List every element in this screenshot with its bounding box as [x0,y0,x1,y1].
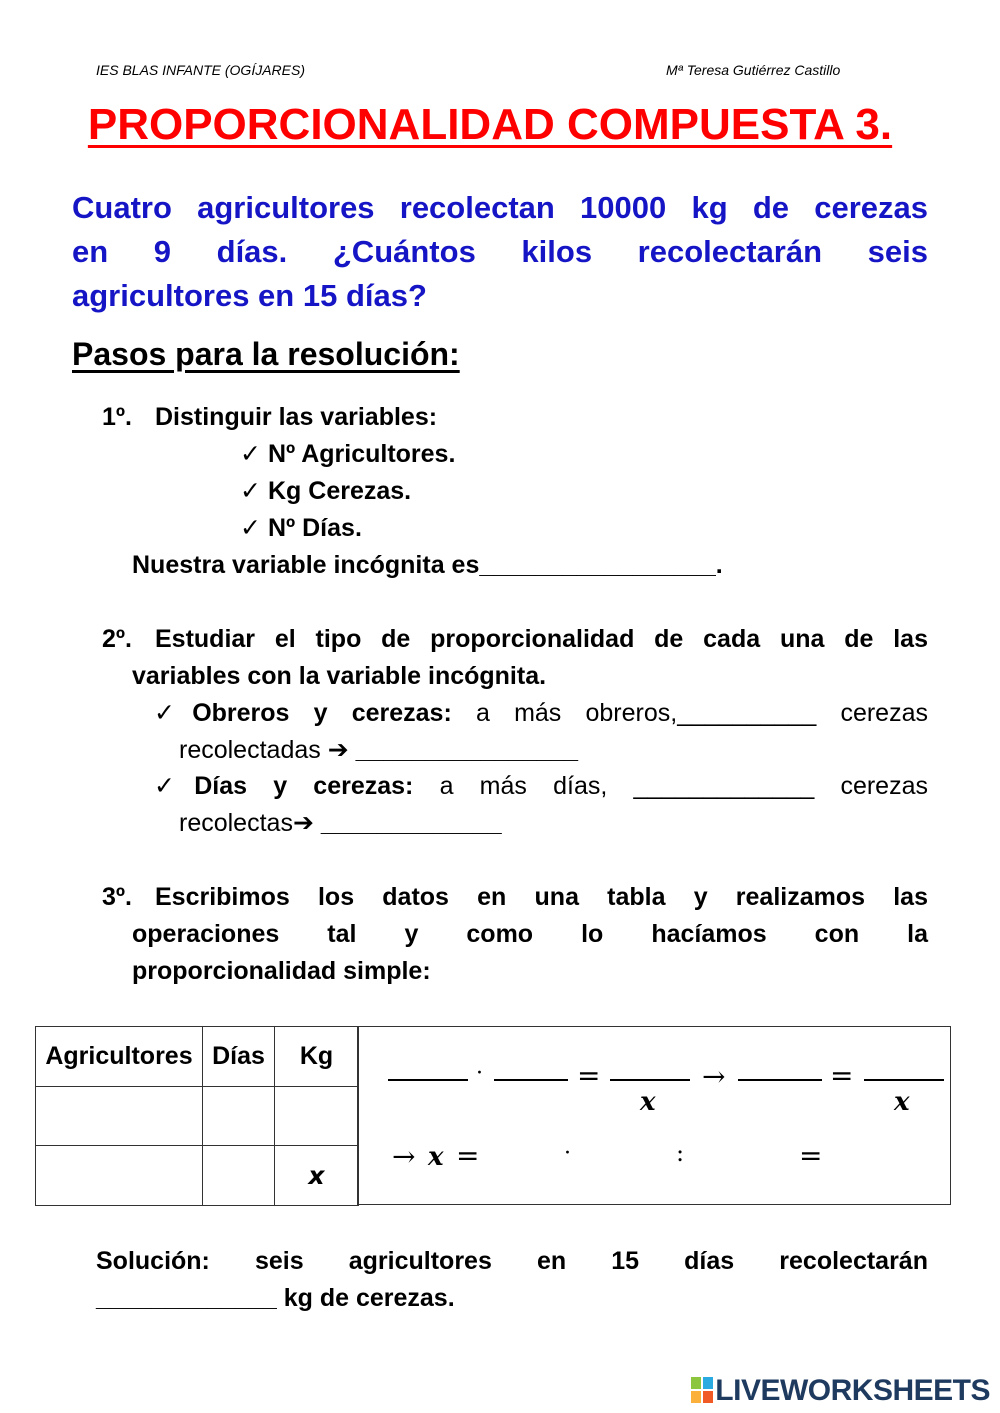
step2-heading-line1: Estudiar el tipo de proporcionalidad de cada una de las [155,625,928,653]
multiply-dot: · [476,1061,483,1086]
table-header-agricultores: Agricultores [36,1027,203,1087]
problem-line-1: Cuatro agricultores recolectan 10000 kg de cerezas [72,190,928,225]
arrow-right-icon: → [392,1140,416,1173]
variable-item-dias: ✓ Nº Días. [240,510,362,547]
step1-number: 1º. [102,403,132,431]
dias-blank[interactable]: _____________ [633,772,815,800]
equals-sign: = [577,1059,601,1092]
step3-line3: proporcionalidad simple: [132,957,431,985]
fraction-line[interactable] [494,1079,568,1081]
solution-blank[interactable]: _____________ [96,1284,277,1312]
steps-title: Pasos para la resolución: [72,336,460,372]
problem-statement [72,186,928,318]
liveworksheets-logo [691,1374,990,1408]
arrow-right-icon: ➔ [292,809,314,837]
step2-item-obreros-line2: recolectadas ➔ ________________ [179,736,579,764]
arrow-right-icon: → [702,1060,726,1093]
solution-line2: _____________ kg de cerezas. [96,1284,455,1312]
table-cell-agricultores-2[interactable] [36,1146,203,1206]
equals-sign: = [799,1139,823,1172]
fraction-line[interactable] [610,1079,690,1081]
step3-line1: Escribimos los datos en una tabla y realizamos las [155,883,928,911]
author-header: Mª Teresa Gutiérrez Castillo [666,62,841,78]
unknown-variable-line: Nuestra variable incógnita es_________________. [132,551,723,579]
table-cell-agricultores-1[interactable] [36,1087,203,1146]
variable-item-agricultores: ✓ Nº Agricultores. [240,436,455,473]
table-header-kg: Kg [275,1027,359,1087]
check-icon: ✓ [154,772,195,800]
logo-text: LIVEWORKSHEETS [715,1374,990,1407]
check-icon: ✓ [240,477,261,505]
step2-item-dias: ✓Días y cerezas: a más días, _____________ cerezas [154,772,928,800]
unknown-x: 𝒙 [640,1087,656,1117]
dias-proportionality-blank[interactable]: _____________ [320,809,502,837]
table-header-dias: Días [203,1027,275,1087]
step3-number: 3º. [102,883,132,911]
fraction-line[interactable] [388,1079,468,1081]
step2-item-dias-line2: recolectas➔ _____________ [179,809,502,837]
check-icon: ✓ [240,514,261,542]
multiply-dot: · [564,1141,571,1166]
step2-item-obreros: ✓Obreros y cerezas: a más obreros,__________ cerezas [154,699,928,727]
unknown-variable-blank[interactable]: _________________ [479,551,716,579]
variable-item-kg: ✓ Kg Cerezas. [240,473,411,510]
unknown-x: 𝒙 [894,1087,910,1117]
table-cell-kg-2 [275,1146,359,1206]
equals-sign: = [456,1139,480,1172]
divide-colon: : [676,1139,685,1167]
solution-line1: Solución: seis agricultores en 15 días recolectarán [96,1247,928,1275]
data-table [35,1026,359,1206]
problem-line-2: en 9 días. ¿Cuántos kilos recolectarán seis [72,234,928,269]
school-header: IES BLAS INFANTE (OGÍJARES) [96,62,306,78]
unknown-x: x [308,1160,325,1190]
check-icon: ✓ [154,699,193,727]
liveworksheets-logo-icon [691,1377,713,1403]
step1-heading: Distinguir las variables: [155,403,438,431]
obreros-blank[interactable]: __________ [677,699,817,727]
unknown-x: 𝒙 [428,1142,444,1172]
check-icon: ✓ [240,440,261,468]
step2-number: 2º. [102,625,132,653]
fraction-line[interactable] [864,1079,944,1081]
step3-line2: operaciones tal y como lo hacíamos con la [132,920,928,948]
table-cell-dias-1[interactable] [203,1087,275,1146]
obreros-proportionality-blank[interactable]: ________________ [355,736,579,764]
arrow-right-icon: ➔ [327,736,349,764]
calculation-area [357,1026,951,1205]
fraction-line[interactable] [738,1079,822,1081]
problem-line-3: agricultores en 15 días? [72,278,427,313]
table-cell-dias-2[interactable] [203,1146,275,1206]
step2-heading-line2: variables con la variable incógnita. [132,662,547,690]
table-cell-kg-1[interactable] [275,1087,359,1146]
equals-sign: = [830,1059,854,1092]
page-title: PROPORCIONALIDAD COMPUESTA 3. [87,100,893,149]
